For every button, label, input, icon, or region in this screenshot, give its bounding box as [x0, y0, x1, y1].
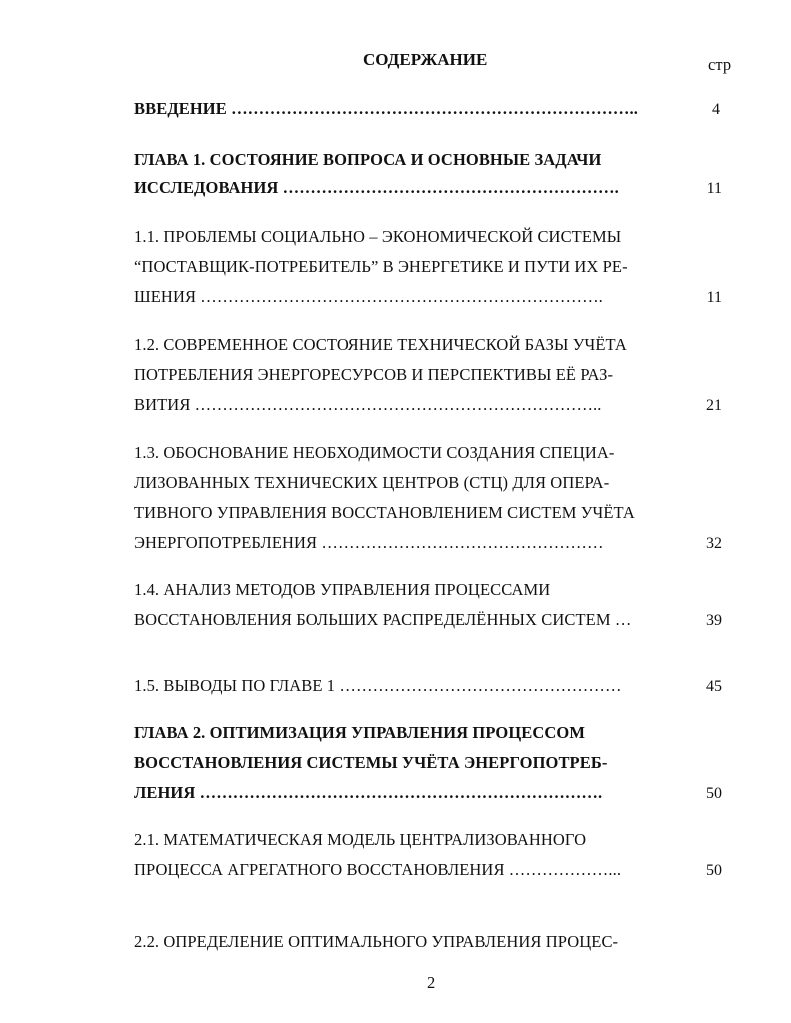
- entry-line: ИССЛЕДОВАНИЯ …………………………………………………….: [134, 178, 619, 197]
- entry-line: ЛЕНИЯ ……………………………………………………………….: [134, 783, 603, 802]
- entry-line: 1.3. ОБОСНОВАНИЕ НЕОБХОДИМОСТИ СОЗДАНИЯ СПЕЦИА-: [134, 443, 615, 462]
- entry-line: ЛИЗОВАННЫХ ТЕХНИЧЕСКИХ ЦЕНТРОВ (СТЦ) ДЛЯ ОПЕРА-: [134, 473, 610, 492]
- entry-line: 1.4. АНАЛИЗ МЕТОДОВ УПРАВЛЕНИЯ ПРОЦЕССАМИ: [134, 580, 551, 599]
- entry-page-number: 32: [706, 535, 722, 552]
- entry-page-number: 50: [706, 785, 722, 802]
- page-column-header: стр: [708, 55, 732, 74]
- entry-line: 1.2. СОВРЕМЕННОЕ СОСТОЯНИЕ ТЕХНИЧЕСКОЙ БАЗЫ УЧЁТА: [134, 335, 627, 354]
- entry-line: ВВЕДЕНИЕ ………………………………………………………………..: [134, 99, 638, 118]
- entry-line: ГЛАВА 1. СОСТОЯНИЕ ВОПРОСА И ОСНОВНЫЕ ЗАДАЧИ: [134, 150, 602, 169]
- entry-page-number: 50: [706, 862, 722, 879]
- entry-line: ПОТРЕБЛЕНИЯ ЭНЕРГОРЕСУРСОВ И ПЕРСПЕКТИВЫ ЕЁ РАЗ-: [134, 365, 614, 384]
- footer-page-number: 2: [427, 973, 436, 992]
- entry-line: 1.5. ВЫВОДЫ ПО ГЛАВЕ 1 ……………………………………………: [134, 676, 622, 695]
- entry-page-number: 21: [706, 397, 722, 414]
- entry-page-number: 39: [706, 612, 722, 629]
- entry-line: ПРОЦЕССА АГРЕГАТНОГО ВОССТАНОВЛЕНИЯ ………………...: [134, 860, 622, 879]
- entry-line: ВИТИЯ ………………………………………………………………..: [134, 395, 602, 414]
- toc-title: СОДЕРЖАНИЕ: [363, 50, 488, 69]
- entry-page-number: 11: [706, 289, 722, 306]
- entry-page-number: 11: [706, 180, 722, 197]
- entry-line: ТИВНОГО УПРАВЛЕНИЯ ВОССТАНОВЛЕНИЕМ СИСТЕМ УЧЁТА: [134, 503, 635, 522]
- entry-line: ЭНЕРГОПОТРЕБЛЕНИЯ ……………………………………………: [134, 533, 604, 552]
- entry-page-number: 45: [706, 678, 722, 695]
- entry-line: “ПОСТАВЩИК-ПОТРЕБИТЕЛЬ” В ЭНЕРГЕТИКЕ И ПУТИ ИХ РЕ-: [134, 257, 628, 276]
- entry-line: ВОССТАНОВЛЕНИЯ БОЛЬШИХ РАСПРЕДЕЛЁННЫХ СИСТЕМ …: [134, 610, 632, 629]
- entry-line: ГЛАВА 2. ОПТИМИЗАЦИЯ УПРАВЛЕНИЯ ПРОЦЕССОМ: [134, 723, 586, 742]
- entry-line: 2.2. ОПРЕДЕЛЕНИЕ ОПТИМАЛЬНОГО УПРАВЛЕНИЯ ПРОЦЕС-: [134, 932, 619, 951]
- entry-line: ШЕНИЯ ……………………………………………………………….: [134, 287, 603, 306]
- entry-line: 2.1. МАТЕМАТИЧЕСКАЯ МОДЕЛЬ ЦЕНТРАЛИЗОВАННОГО: [134, 830, 587, 849]
- entry-line: 1.1. ПРОБЛЕМЫ СОЦИАЛЬНО – ЭКОНОМИЧЕСКОЙ СИСТЕМЫ: [134, 227, 622, 246]
- entry-line: ВОССТАНОВЛЕНИЯ СИСТЕМЫ УЧЁТА ЭНЕРГОПОТРЕБ-: [134, 753, 608, 772]
- entry-page-number: 4: [712, 101, 720, 118]
